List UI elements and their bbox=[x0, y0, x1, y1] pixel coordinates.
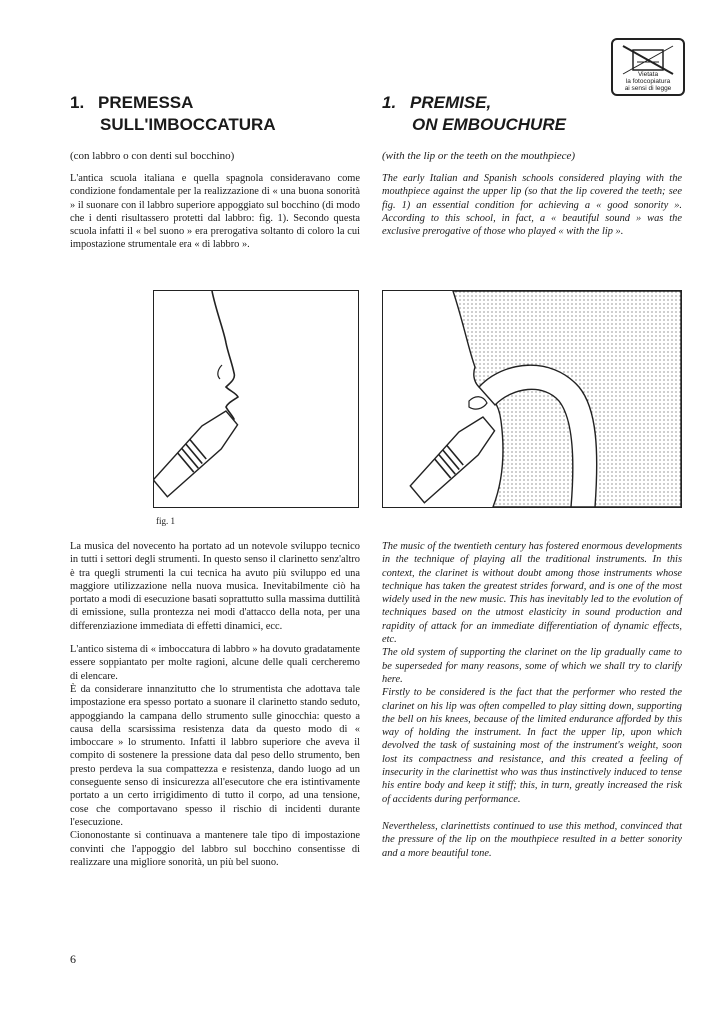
english-body bbox=[382, 540, 682, 860]
cross-section-illustration bbox=[383, 291, 681, 507]
italian-body bbox=[70, 540, 360, 869]
english-paragraph-4: Nevertheless, clarinettists continued to use this method, convinced that the pressure of the lip on the mouthpiece resulted in a better sonority and a more beautiful tone. bbox=[382, 820, 682, 859]
english-subtitle: (with the lip or the teeth on the mouthpiece) bbox=[382, 150, 576, 162]
italian-paragraph-3: È da considerare innanzitutto che lo strumentista che adottava tale impostazione era spesso portato a suonare il clarinetto stando seduto, appoggiando la campana dello strumento sulle ginocchia: questo a causa della scarsissima resistenza data da questo modo di « imboccare » lo strumento. Infatti il labbro superiore che aveva il compito di sostenere la pressione data dal peso dello strumento, ben presto perdeva la sua compattezza e resistenza, dando luogo ad un conseguente senso di insicurezza all'esecutore che era istintivamente portato a un certo irrigidimento di tutto il corpo, ad una tensione, cose che comportavano spesso il rischio di incidenti durante l'esecuzione. bbox=[70, 683, 360, 828]
english-paragraph-2: The old system of supporting the clarinet on the lip gradually came to be superseded for many reasons, some of which we shall try to clarify here. bbox=[382, 647, 682, 685]
italian-paragraph-1: La musica del novecento ha portato ad un notevole sviluppo tecnico in tutti i settori degli strumenti. In questo senso il clarinetto senz'altro è tra quegli strumenti la cui tecnica ha avuto più sviluppo ed una maggiore utilizzazione nella nuova musica. Inevitabilmente ciò ha portato a modi di esecuzione basati soprattutto sulla massima duttilità di emissione, sulla prontezza nei modi d'attacco della nota, per una differenziazione immediata di effetti dinamici, ecc. bbox=[70, 541, 360, 632]
copyright-stamp bbox=[611, 38, 685, 96]
english-paragraph-3: Firstly to be considered is the fact that the performer who rested the clarinet on his lip was often compelled to play sitting down, supporting the bell on his knees, because of the limited endurance afforded by this way of holding the instrument. In fact the upper lip, upon which devolved the task of sustaining most of the instrument's weight, soon lost its compactness and resistance, and this created a feeling of insecurity in the clarinettist who was thus instinctively induced to tense his entire body and keep it stiff; this, in turn, greatly increased the risk of accidents during performance. bbox=[382, 687, 682, 805]
english-intro-paragraph: The early Italian and Spanish schools considered playing with the mouthpiece against the upper lip (so that the lip covered the teeth; see fig. 1) an essential condition for achieving a « good sonority ». According to this school, in fact, a « beautiful sound » was the exclusive prerogative of those who played « with the lip ». bbox=[382, 173, 682, 238]
figure-caption: fig. 1 bbox=[156, 516, 175, 526]
italian-paragraph-4: Ciononostante si continuava a mantenere tale tipo di impostazione convinti che l'appoggio del labbro sul bocchino consentisse di realizzare una migliore sonorità, un più bel suono. bbox=[70, 830, 360, 868]
italian-paragraph-2: L'antico sistema di « imboccatura di labbro » ha dovuto gradatamente essere soppiantato per molte ragioni, alcune delle quali cercheremo di elencare. bbox=[70, 644, 360, 682]
stamp-text: Vietata la fotocopiatura ai sensi di legge bbox=[624, 71, 672, 92]
italian-intro-paragraph: L'antica scuola italiana e quella spagnola consideravano come condizione fondamentale per la realizzazione di « una buona sonorità » il suonare con il labbro superiore appoggiato sul bocchino (di modo che i denti risultassero protetti dal labbro: fig. 1). Secondo questa scuola infatti il « bel suono » era prerogativa soltanto di coloro la cui impostazione strumentale era « di labbro ». bbox=[70, 173, 360, 251]
english-paragraph-1: The music of the twentieth century has fostered enormous developments in the technique of playing all the traditional instruments. In this context, the clarinet is without doubt among those instruments whose technique has taken the greatest strides forward, and is one of the most widely used in the new music. This has inevitably led to the evolution of techniques based on the utmost elasticity in sound production and rapidity of attack for an immediate differentiation of dynamic effects, etc. bbox=[382, 541, 682, 646]
italian-heading: 1. PREMESSA SULL'IMBOCCATURA bbox=[70, 93, 276, 134]
figure-cross-section bbox=[382, 290, 682, 508]
page-number: 6 bbox=[70, 952, 76, 966]
lip-embouchure-illustration bbox=[154, 291, 358, 507]
figure-lip-embouchure bbox=[153, 290, 359, 508]
italian-subtitle: (con labbro o con denti sul bocchino) bbox=[70, 150, 235, 162]
english-heading: 1. PREMISE, ON EMBOUCHURE bbox=[382, 93, 566, 134]
